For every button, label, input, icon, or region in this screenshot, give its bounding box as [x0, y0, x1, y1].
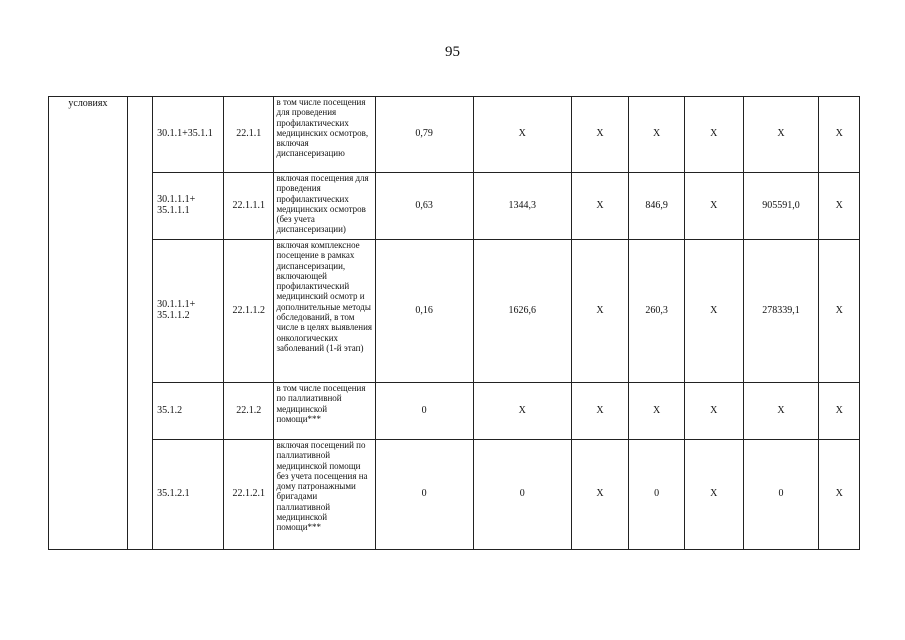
value-cell: 846,9	[629, 173, 685, 240]
value-cell: X	[819, 440, 860, 550]
value-cell: X	[819, 173, 860, 240]
table-row	[49, 240, 860, 383]
row-number-cell: 22.1.2	[223, 383, 274, 440]
code-cell: 30.1.1.1+ 35.1.1.2	[153, 240, 224, 383]
value-cell: X	[743, 97, 819, 173]
row-number-cell: 22.1.1.1	[223, 173, 274, 240]
tariff-table	[48, 96, 860, 550]
description-cell: в том числе посещения для проведения профилактических медицинских осмотров, включая диспансеризацию	[274, 97, 375, 173]
description-cell: в том числе посещения по паллиативной медицинской помощи***	[274, 383, 375, 440]
empty-cell	[127, 97, 152, 550]
value-cell: X	[684, 240, 743, 383]
value-cell: X	[571, 240, 629, 383]
value-cell: X	[473, 97, 571, 173]
value-cell: X	[743, 383, 819, 440]
value-cell: X	[571, 173, 629, 240]
value-cell: X	[629, 383, 685, 440]
value-cell: X	[819, 383, 860, 440]
value-cell: X	[819, 97, 860, 173]
value-cell: X	[819, 240, 860, 383]
value-cell: 0	[473, 440, 571, 550]
value-cell: X	[684, 440, 743, 550]
value-cell: 260,3	[629, 240, 685, 383]
description-cell: включая комплексное посещение в рамках диспансеризации, включающей профилактический медицинский осмотр и дополнительные методы обследований, в том числе в целях выявления онкологических заболеваний (1-й этап)	[274, 240, 375, 383]
value-cell: 0	[629, 440, 685, 550]
code-cell: 35.1.2	[153, 383, 224, 440]
table-row	[49, 383, 860, 440]
row-number-cell: 22.1.2.1	[223, 440, 274, 550]
value-cell: X	[571, 440, 629, 550]
page-number: 95	[445, 44, 460, 60]
value-cell: 0,63	[375, 173, 473, 240]
description-cell: включая посещений по паллиативной медицинской помощи без учета посещения на дому патронажными бригадами паллиативной медицинской помощи***	[274, 440, 375, 550]
value-cell: X	[684, 383, 743, 440]
code-cell: 35.1.2.1	[153, 440, 224, 550]
value-cell: 905591,0	[743, 173, 819, 240]
table-row	[49, 97, 860, 173]
value-cell: 0	[743, 440, 819, 550]
table-row	[49, 173, 860, 240]
value-cell: X	[571, 383, 629, 440]
value-cell: X	[684, 97, 743, 173]
value-cell: X	[473, 383, 571, 440]
condition-cell: условиях	[49, 97, 128, 550]
value-cell: 0,79	[375, 97, 473, 173]
code-cell: 30.1.1+35.1.1	[153, 97, 224, 173]
value-cell: 0	[375, 383, 473, 440]
row-number-cell: 22.1.1	[223, 97, 274, 173]
row-number-cell: 22.1.1.2	[223, 240, 274, 383]
value-cell: X	[571, 97, 629, 173]
value-cell: 1344,3	[473, 173, 571, 240]
value-cell: 0,16	[375, 240, 473, 383]
value-cell: X	[629, 97, 685, 173]
value-cell: 0	[375, 440, 473, 550]
value-cell: X	[684, 173, 743, 240]
value-cell: 278339,1	[743, 240, 819, 383]
description-cell: включая посещения для проведения профилактических медицинских осмотров (без учета диспансеризации)	[274, 173, 375, 240]
table-row	[49, 440, 860, 550]
code-cell: 30.1.1.1+ 35.1.1.1	[153, 173, 224, 240]
value-cell: 1626,6	[473, 240, 571, 383]
